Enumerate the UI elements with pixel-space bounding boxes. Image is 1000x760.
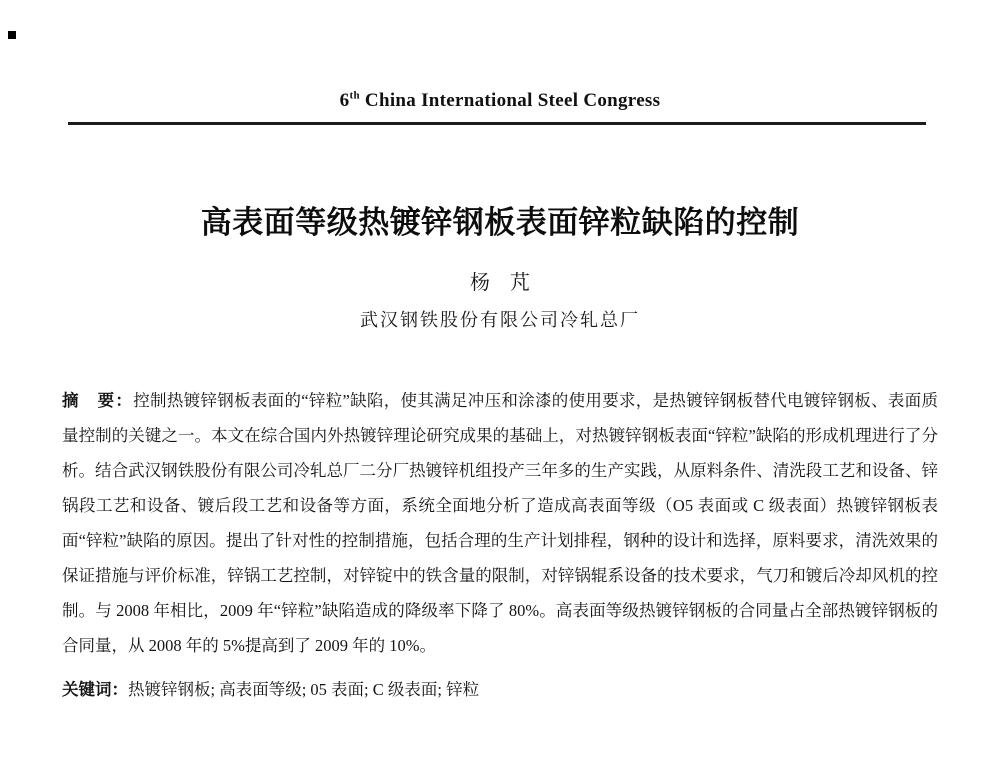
abstract-label: 摘 要： (62, 391, 134, 410)
keywords-label: 关键词： (62, 680, 128, 699)
keywords-line (62, 672, 938, 707)
abstract-text: 控制热镀锌钢板表面的“锌粒”缺陷，使其满足冲压和涂漆的使用要求，是热镀锌钢板替代电镀锌钢板、表面质量控制的关键之一。本文在综合国内外热镀锌理论研究成果的基础上，对热镀锌钢板表面“锌粒”缺陷的形成机理进行了分析。结合武汉钢铁股份有限公司冷轧总厂二分厂热镀锌机组投产三年多的生产实践，从原料条件、清洗段工艺和设备、锌锅段工艺和设备、镀后段工艺和设备等方面，系统全面地分析了造成高表面等级（O5 表面或 C 级表面）热镀锌钢板表面“锌粒”缺陷的原因。提出了针对性的控制措施，包括合理的生产计划排程，钢种的设计和选择，原料要求，清洗效果的保证措施与评价标准，锌锅工艺控制，对锌锭中的铁含量的限制，对锌锅辊系设备的技术要求，气刀和镀后冷却风机的控制。与 2008 年相比，2009 年“锌粒”缺陷造成的降级率下降了 80%。高表面等级热镀锌钢板的合同量占全部热镀锌钢板的合同量，从 2008 年的 5%提高到了 2009 年的 10%。 (62, 391, 938, 655)
author-affiliation: 武汉钢铁股份有限公司冷轧总厂 (360, 310, 640, 330)
paper-title: 高表面等级热镀锌钢板表面锌粒缺陷的控制 (200, 205, 800, 240)
conference-header-name: China International Steel Congress (359, 90, 661, 111)
author-name: 杨 芃 (470, 272, 530, 294)
keywords-text: 热镀锌钢板; 高表面等级; 05 表面; C 级表面; 锌粒 (128, 680, 480, 699)
scan-corner-mark (8, 31, 16, 39)
conference-header-number: 6 (339, 90, 350, 111)
conference-header-ordinal: th (349, 89, 360, 102)
conference-header (0, 90, 1000, 112)
header-divider-rule (68, 122, 926, 125)
abstract-paragraph (62, 383, 938, 663)
